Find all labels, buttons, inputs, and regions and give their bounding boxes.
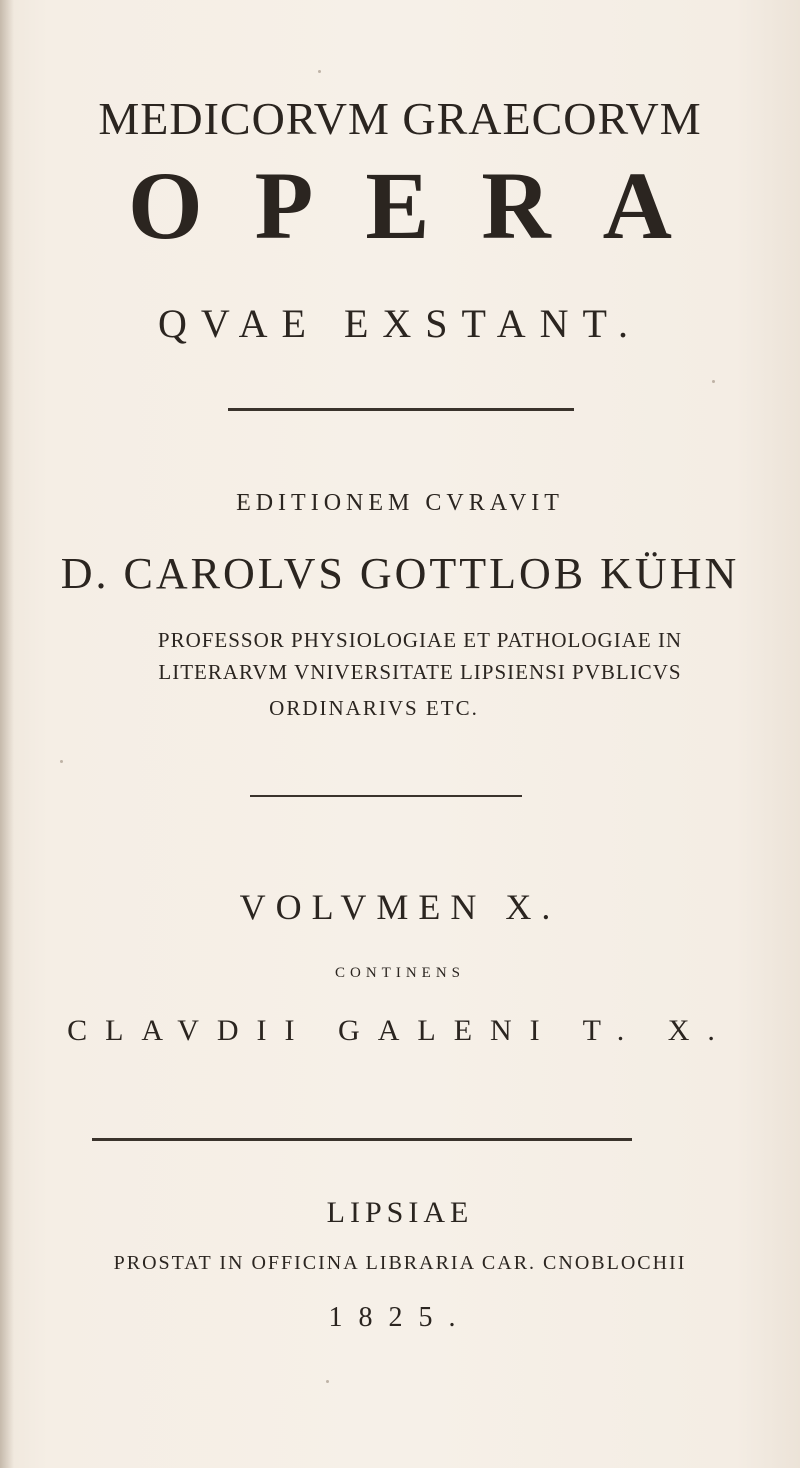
volume-label: VOLVMEN X. [239, 887, 561, 927]
paper-speck [326, 1380, 329, 1383]
editor-name: D. CAROLVS GOTTLOB KÜHN [60, 549, 740, 598]
editionem-line: EDITIONEM CVRAVIT [236, 490, 564, 516]
imprint-place: LIPSIAE [326, 1196, 474, 1229]
divider-rule-3 [92, 1138, 632, 1141]
paper-speck [60, 760, 63, 763]
continens-label: CONTINENS [335, 965, 465, 981]
paper-speck [712, 380, 715, 383]
imprint-year: 1825. [328, 1302, 472, 1333]
editor-title-line: PROFESSOR PHYSIOLOGIAE ET PATHOLOGIAE IN [157, 628, 683, 652]
subtitle: QVAE EXSTANT. [158, 301, 642, 346]
series-title: MEDICORVM GRAECORVM [98, 93, 702, 144]
main-title: OPERA [128, 152, 724, 259]
editor-title-line: LITERARVM VNIVERSITATE LIPSIENSI PVBLICVS [158, 660, 682, 684]
imprint-printer: PROSTAT IN OFFICINA LIBRARIA CAR. CNOBLOCHII [113, 1252, 687, 1274]
editor-title-line: ORDINARIVS ETC. [269, 696, 479, 720]
divider-rule-1 [228, 408, 574, 411]
author-line: CLAVDII GALENI T. X. [67, 1014, 733, 1047]
divider-rule-2 [250, 795, 522, 797]
paper-speck [318, 70, 321, 73]
